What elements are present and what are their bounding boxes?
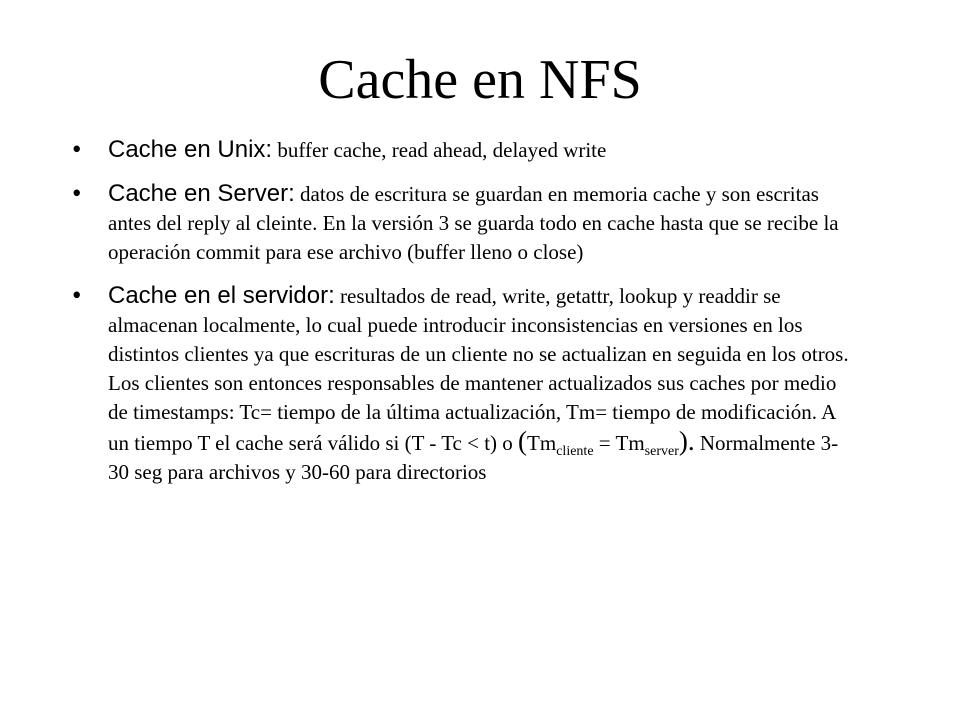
formula-tm-server: Tm [615,431,645,455]
formula-tm-cliente: Tm [527,431,557,455]
formula-sub-server: server [644,444,679,459]
bullet-heading: Cache en Unix: [108,136,273,163]
formula-sub-cliente: cliente [556,444,594,459]
formula-close-paren: ). [678,426,695,456]
bullet-text: buffer cache, read ahead, delayed write [277,138,607,162]
formula-open-paren: ( [518,426,528,456]
bullet-cache-unix [72,135,852,165]
bullet-heading: Cache en el servidor: [108,282,335,309]
slide-title: Cache en NFS [318,49,642,111]
bullet-list [72,135,852,501]
bullet-dot-icon: • [72,280,82,310]
bullet-text: resultados de read, write, getattr, lookup y readdir se almacenan localmente, lo cual puede introducir inconsistencias en versiones en los distintos clientes ya que escrituras de un cliente no se actualizan en seguida en los otros. Los clientes son entonces responsables de mantener actualizados sus caches por medio de timestamps: Tc= tiempo de la última actualización, Tm= tiempo de modificación. A un tiempo T el cache será válido si (T - Tc < t) o [108,284,849,455]
bullet-text: datos de escritura se guardan en memoria cache y son escritas antes del reply al cleinte. En la versión 3 se guarda todo en cache hasta que se recibe la operación commit para ese archivo (buffer lleno o close) [108,182,839,264]
bullet-cache-server [72,179,852,267]
bullet-heading: Cache en Server: [108,180,295,207]
bullet-dot-icon: • [72,134,82,164]
bullet-cache-servidor [72,281,852,487]
bullet-dot-icon: • [72,178,82,208]
formula-equals: = [593,431,616,455]
formula-tail: Normalmente 3-30 seg para archivos y 30-60 para directorios [108,431,839,484]
